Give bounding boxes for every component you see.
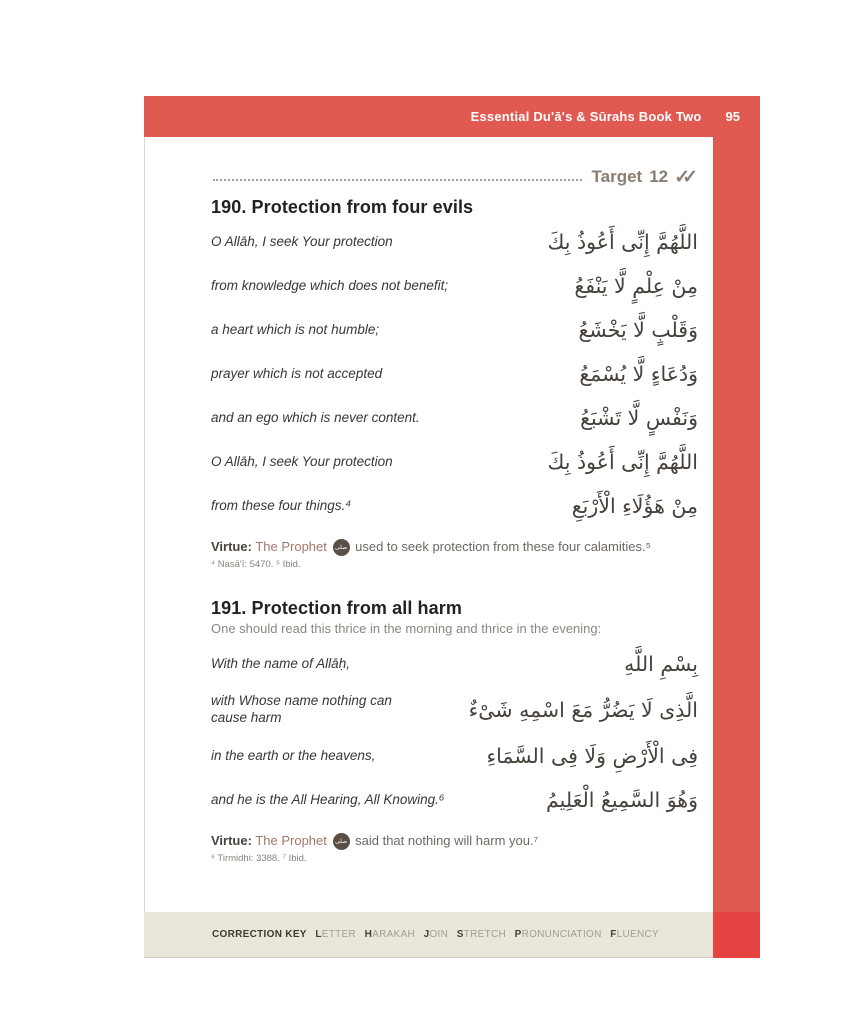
dua-arabic: وَدُعَاءٍ لَّا يُسْمَعُ (579, 361, 698, 386)
dua-arabic: الَّذِى لَا يَضُرُّ مَعَ اسْمِهِ شَىْءٌ (468, 697, 698, 722)
dua-translation: With the name of Allāḥ, (211, 655, 350, 671)
dua-row (211, 484, 698, 528)
dua-translation: a heart which is not humble; (211, 321, 380, 337)
dua-arabic: اللَّهُمَّ إِنِّى أَعُوذُ بِكَ (547, 449, 698, 474)
key-item-initial: J (423, 929, 430, 940)
key-item-initial: S (456, 929, 464, 940)
dua-translation: from these four things.⁴ (211, 497, 352, 513)
key-item-initial: L (315, 929, 322, 940)
virtue-text: used to seek protection from these four calamities.⁵ (355, 539, 651, 554)
virtue-label: Virtue: (211, 539, 252, 554)
section-intro-191: One should read this thrice in the morning and thrice in the evening: (211, 621, 602, 637)
key-item-harakah (365, 929, 415, 940)
footnote-191: ⁶ Tirmidhi: 3388. ⁷ Ibid. (211, 853, 307, 865)
key-item-rest: TRETCH (463, 929, 507, 940)
dua-arabic: وَنَفْسٍ لَّا تَشْبَعُ (580, 405, 698, 430)
prophet-text: The Prophet (255, 539, 327, 554)
dua-translation: O Allāh, I seek Your protection (211, 233, 393, 249)
dua-arabic: فِى الْأَرْضِ وَلَا فِى السَّمَاءِ (486, 743, 698, 768)
dua-arabic: مِنْ عِلْمٍ لَّا يَنْفَعُ (574, 273, 698, 298)
double-check-icon: ✓✓ (674, 167, 691, 188)
page-header-bar (144, 96, 760, 137)
dua-arabic: وَهُوَ السَّمِيعُ الْعَلِيمُ (546, 787, 698, 812)
key-item-letter (315, 929, 356, 940)
section-heading-191: 191. Protection from all harm (211, 598, 462, 619)
dotted-leader (213, 179, 582, 181)
key-item-initial: H (364, 929, 373, 940)
virtue-label: Virtue: (211, 833, 252, 849)
dua-translation: prayer which is not accepted (211, 365, 383, 381)
key-item-stretch (457, 929, 506, 940)
red-side-band-bottom (713, 912, 760, 958)
section-heading-190: 190. Protection from four evils (211, 197, 474, 217)
dua-row (211, 734, 698, 778)
page-content (144, 137, 713, 912)
dua-row (211, 396, 698, 440)
key-item-fluency (610, 929, 659, 940)
dua-translation: and he is the All Hearing, All Knowing.⁶ (211, 791, 445, 807)
dua-translation: and an ego which is never content. (211, 409, 420, 425)
prophet-seal-icon: صلى (333, 833, 350, 850)
dua-row (211, 352, 698, 396)
book-title: Essential Du'ā's & Sūrahs Book Two (470, 109, 702, 124)
key-item-rest: LUENCY (616, 929, 659, 940)
dua-row (211, 686, 698, 734)
dua-translation: O Allāh, I seek Your protection (211, 453, 393, 469)
dua-arabic: اللَّهُمَّ إِنِّى أَعُوذُ بِكَ (547, 229, 698, 254)
key-item-rest: ARAKAH (372, 929, 416, 940)
dua-translation: from knowledge which does not benefit; (211, 277, 449, 293)
dua-row (211, 220, 698, 264)
dua-arabic: مِنْ هَؤُلَاءِ الْأَرْبَعِ (571, 493, 698, 518)
virtue-note-191 (211, 832, 698, 850)
key-item-rest: ETTER (321, 929, 357, 940)
target-number: 12 (649, 167, 669, 186)
key-item-rest: OIN (429, 929, 449, 940)
dua-row (211, 642, 698, 686)
virtue-text: said that nothing will harm you.⁷ (355, 833, 539, 849)
dua-arabic: بِسْمِ اللَّهِ (624, 651, 698, 676)
key-item-join (424, 929, 449, 940)
prophet-seal-icon: صلى (333, 539, 350, 556)
dua-list-190 (211, 220, 698, 528)
key-item-initial: P (514, 929, 522, 940)
key-item-pronunciation (515, 929, 602, 940)
dua-row (211, 308, 698, 352)
footnote-190: ⁴ Nasā'ī: 5470. ⁵ Ibid. (211, 559, 301, 571)
page-number: 95 (725, 109, 740, 124)
prophet-text: The Prophet (255, 833, 327, 849)
target-row (211, 165, 698, 187)
dua-translation: with Whose name nothing can cause harm (211, 693, 392, 726)
virtue-note-190 (211, 538, 698, 556)
key-item-initial: F (610, 929, 617, 940)
dua-row (211, 440, 698, 484)
key-item-rest: RONUNCIATION (521, 929, 602, 940)
dua-translation: in the earth or the heavens, (211, 747, 376, 763)
dua-arabic: وَقَلْبٍ لَّا يَخْشَعُ (578, 317, 698, 342)
dua-row (211, 778, 698, 822)
target-label: Target (591, 167, 643, 186)
dua-list-191 (211, 642, 698, 822)
correction-key-bar (144, 912, 713, 958)
correction-key-label: CORRECTION KEY (212, 929, 307, 940)
red-side-band (713, 137, 760, 912)
dua-row (211, 264, 698, 308)
